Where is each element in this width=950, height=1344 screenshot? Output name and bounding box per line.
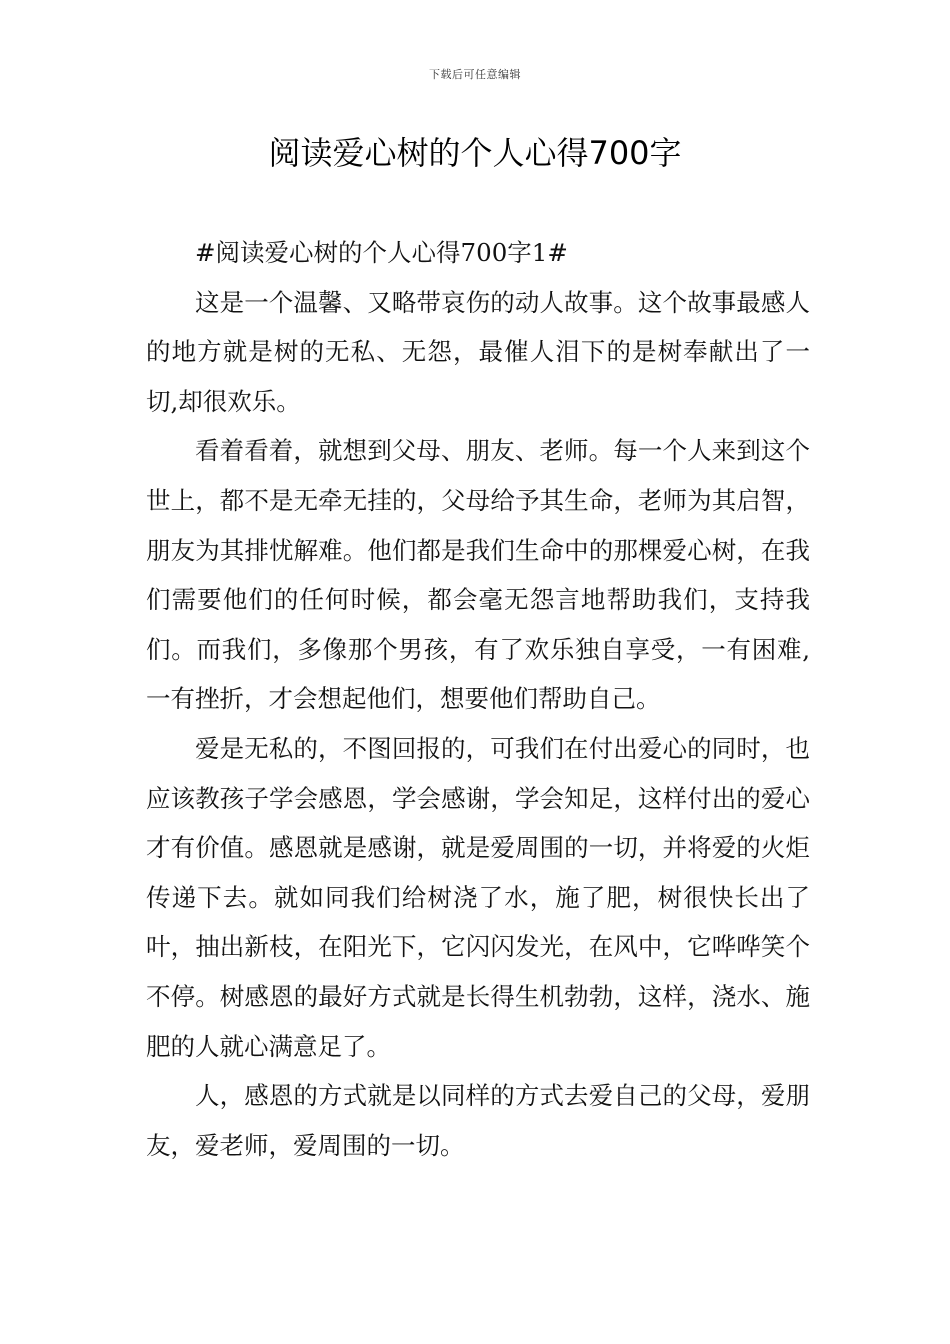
paragraph-2: 看着看着，就想到父母、朋友、老师。每一个人来到这个世上，都不是无牵无挂的，父母给予其生命，老师为其启智，朋友为其排忧解难。他们都是我们生命中的那棵爱心树，在我们需要他们的任何时候，都会毫无怨言地帮助我们，支持我们。而我们，多像那个男孩，有了欢乐独自享受，一有困难,一有挫折，才会想起他们，想要他们帮助自己。 <box>146 436 810 714</box>
paragraph-3: 爱是无私的，不图回报的，可我们在付出爱心的同时，也应该教孩子学会感恩，学会感谢，学会知足，这样付出的爱心才有价值。感恩就是感谢，就是爱周围的一切，并将爱的火炬传递下去。就如同我们给树浇了水，施了肥，树很快长出了叶，抽出新枝，在阳光下，它闪闪发光，在风中，它哗哗笑个不停。树感恩的最好方式就是长得生机勃勃，这样，浇水、施肥的人就心满意足了。 <box>146 733 810 1061</box>
document-body <box>146 228 810 1170</box>
document-title: 阅读爱心树的个人心得700字 <box>268 134 682 172</box>
paragraph-4: 人，感恩的方式就是以同样的方式去爱自己的父母，爱朋友，爱老师，爱周围的一切。 <box>146 1081 810 1160</box>
section-heading: #阅读爱心树的个人心得700字1# <box>195 238 568 267</box>
header-note: 下载后可任意编辑 <box>429 68 521 81</box>
paragraph-1: 这是一个温馨、又略带哀伤的动人故事。这个故事最感人的地方就是树的无私、无怨，最催人泪下的是树奉献出了一切,却很欢乐。 <box>146 287 810 416</box>
